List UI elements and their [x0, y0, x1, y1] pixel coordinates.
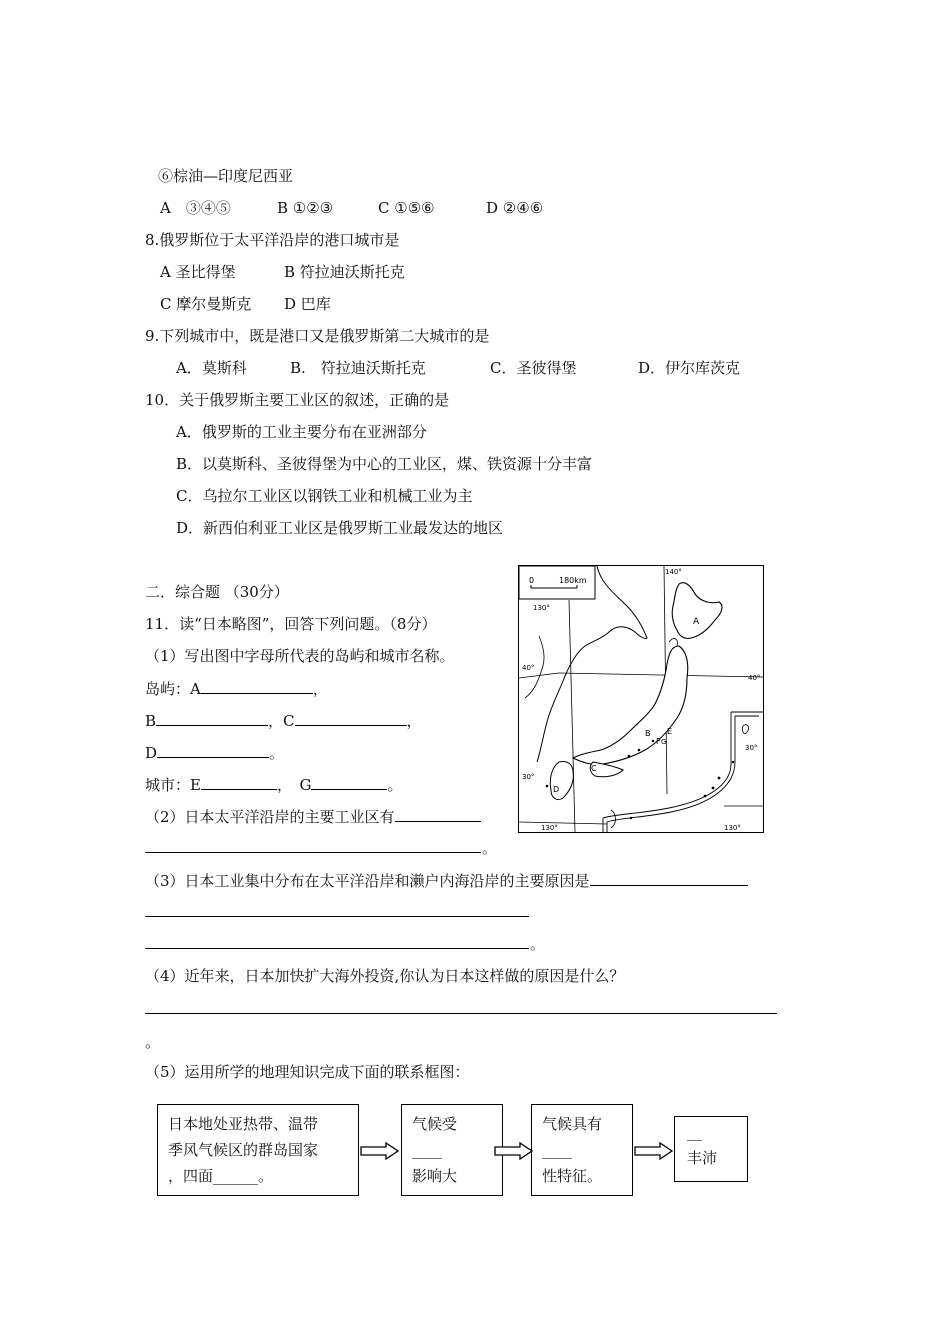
map-letter-c: C [591, 764, 597, 773]
map-letter-e: E [667, 727, 673, 736]
scale-label: 180km [559, 576, 587, 585]
period: 。 [145, 1033, 161, 1051]
q11-part3 [145, 870, 748, 891]
map-letter-d: D [553, 785, 560, 794]
part3-blank-2[interactable] [145, 916, 529, 917]
flow-box-1-line-3[interactable]: ，四面______。 [168, 1167, 274, 1185]
lat-40-right: 40° [748, 674, 761, 682]
q11-island-row [145, 678, 328, 699]
period: 。 [269, 744, 285, 762]
q11-part5: （5）运用所学的地理知识完成下面的联系框图： [145, 1063, 470, 1081]
honshu-island [573, 646, 688, 765]
part3-blank-3[interactable] [145, 948, 529, 949]
flow-box-2-blank[interactable]: ____ [412, 1141, 442, 1159]
q11-stem: 11．读“日本略图”，回答下列问题。（8分） [145, 615, 437, 633]
japan-map [518, 565, 764, 833]
island-outline [669, 639, 677, 646]
q10-option-b: B．以莫斯科、圣彼得堡为中心的工业区，煤、铁资源十分丰富 [176, 455, 593, 473]
flow-box-4-line-2: 丰沛 [687, 1149, 718, 1167]
flow-box-1-line-1: 日本地处亚热带、温带 [168, 1115, 319, 1133]
parallel-40 [559, 673, 763, 677]
lat-30-right: 30° [745, 744, 758, 752]
q10-stem: 10．关于俄罗斯主要工业区的叙述，正确的是 [145, 391, 450, 409]
island-d-blank[interactable] [157, 742, 269, 758]
flow-box-2-line-3: 影响大 [412, 1167, 458, 1185]
q10-option-d: D．新西伯利亚工业区是俄罗斯工业最发达的地区 [176, 519, 504, 537]
q7-option-a: A ③④⑤ [160, 199, 231, 217]
flow-box-3 [531, 1104, 633, 1196]
flow-box-1-line-2: 季风气候区的群岛国家 [168, 1141, 319, 1159]
comma: ， [312, 680, 328, 698]
map-letter-f: F [656, 737, 661, 746]
flow-box-2 [401, 1104, 503, 1196]
lat-30-left: 30° [522, 773, 535, 781]
ryukyu-island [732, 761, 734, 763]
inset-frame [603, 712, 763, 832]
city-e-label: 城市：E [145, 776, 201, 794]
island-a-label: 岛屿：A [145, 680, 201, 698]
flow-arrow-2 [494, 1142, 534, 1160]
q7-item6: ⑥棕油—印度尼西亚 [158, 167, 294, 185]
flow-box-3-line-3: 性特征。 [542, 1167, 603, 1185]
q7-option-c: C ①⑤⑥ [378, 199, 435, 217]
lon-140-top: 140° [665, 568, 682, 576]
map-letter-g: G [661, 738, 667, 746]
q11-part2-text: （2）日本太平洋沿岸的主要工业区有 [145, 808, 395, 826]
q9-option-b: B. 符拉迪沃斯托克 [290, 359, 426, 377]
part3-blank-1[interactable] [590, 870, 748, 886]
island-d-label: D [145, 744, 158, 762]
q11-part1: （1）写出图中字母所代表的岛屿和城市名称。 [145, 647, 455, 665]
q9-option-c: C．圣彼得堡 [490, 359, 577, 377]
small-island [546, 785, 549, 788]
q11-city-row [145, 774, 402, 795]
q9-option-d: D．伊尔库茨克 [638, 359, 741, 377]
q11-island-row-2 [145, 710, 422, 731]
period: 。 [387, 776, 403, 794]
parallel-30-left [519, 822, 607, 824]
flow-box-4 [674, 1116, 748, 1182]
lat-40-left: 40° [522, 664, 535, 672]
q8-option-a: A 圣比得堡 [160, 263, 236, 281]
city-e-blank[interactable] [201, 774, 277, 790]
q11-part2 [145, 806, 481, 827]
small-island [638, 749, 641, 752]
scale-zero: 0 [529, 576, 535, 585]
period: 。 [530, 935, 546, 953]
part2-blank-2[interactable] [145, 852, 481, 853]
island-b-blank[interactable] [156, 710, 268, 726]
q7-option-b: B ①②③ [277, 199, 334, 217]
q8-option-b: B 符拉迪沃斯托克 [284, 263, 405, 281]
japan-map-svg [519, 566, 763, 832]
flow-box-3-line-1: 气候具有 [542, 1115, 603, 1133]
flow-arrow-1 [360, 1142, 400, 1160]
ryukyu-island [718, 777, 721, 780]
ryukyu-island [704, 795, 707, 798]
small-island [628, 755, 631, 758]
part4-blank[interactable] [145, 1013, 777, 1014]
comma: ， [406, 712, 422, 730]
q11-island-row-3 [145, 742, 284, 763]
island-a-blank[interactable] [201, 678, 313, 694]
lon-130-bottom-right: 130° [724, 824, 741, 832]
q9-stem: 9.下列城市中，既是港口又是俄罗斯第二大城市的是 [145, 327, 490, 345]
island-c-label: ，C [268, 712, 295, 730]
period: 。 [482, 839, 498, 857]
city-g-blank[interactable] [311, 774, 387, 790]
hokkaido-island [672, 583, 722, 639]
flow-box-1 [157, 1104, 359, 1196]
lon-130-bottom-left: 130° [541, 824, 558, 832]
map-letter-b: B [645, 729, 651, 738]
island-b-label: B [145, 712, 157, 730]
flow-box-3-blank[interactable]: ____ [542, 1141, 572, 1159]
q9-option-a: A．莫斯科 [176, 359, 247, 377]
section-title: 二．综合题 （30分） [145, 583, 289, 601]
q10-option-a: A．俄罗斯的工业主要分布在亚洲部分 [176, 423, 427, 441]
ryukyu-island [630, 817, 632, 819]
ryukyu-island [712, 787, 715, 790]
meridian-130 [569, 600, 575, 832]
q7-option-d: D ②④⑥ [486, 199, 544, 217]
lon-130-top: 130° [533, 604, 550, 612]
map-letter-a: A [693, 617, 700, 627]
q8-stem: 8.俄罗斯位于太平洋沿岸的港口城市是 [145, 231, 400, 249]
flow-arrow-3 [634, 1142, 674, 1160]
q8-option-d: D 巴库 [284, 295, 331, 313]
inset-island [742, 725, 748, 734]
part2-blank-1[interactable] [395, 806, 481, 822]
q8-option-c: C 摩尔曼斯克 [160, 295, 252, 313]
q11-part3-text: （3）日本工业集中分布在太平洋沿岸和濑户内海沿岸的主要原因是 [145, 872, 590, 890]
q11-part4: （4）近年来，日本加快扩大海外投资,你认为日本这样做的原因是什么？ [145, 967, 625, 985]
q10-option-c: C．乌拉尔工业区以钢铁工业和机械工业为主 [176, 487, 473, 505]
flow-box-2-line-1: 气候受 [412, 1115, 458, 1133]
island-c-blank[interactable] [295, 710, 407, 726]
flow-box-4-blank[interactable]: __ [687, 1123, 702, 1141]
city-marker [652, 740, 655, 743]
city-g-label: ， G [276, 776, 312, 794]
taiwan-coast [611, 810, 616, 828]
